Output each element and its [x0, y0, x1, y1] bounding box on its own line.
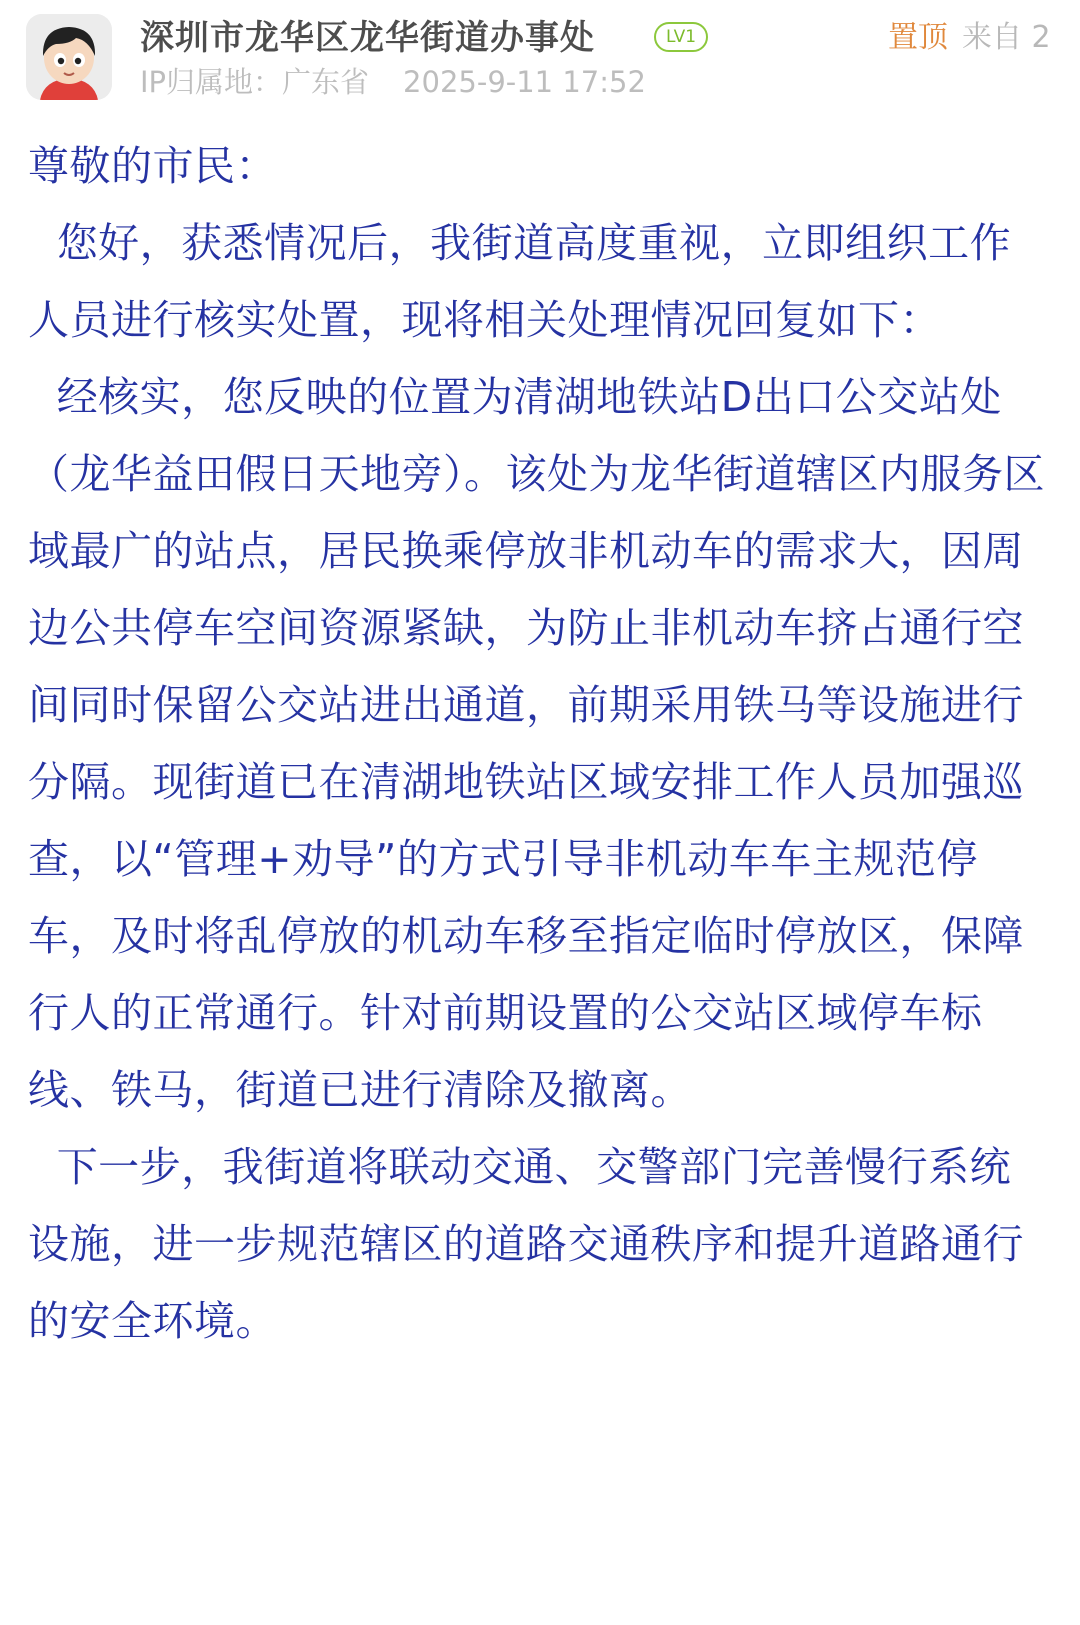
- level-badge: LV1: [654, 22, 708, 52]
- post-meta: [140, 62, 646, 102]
- post-timestamp: 2025-9-11 17:52: [403, 65, 646, 99]
- paragraph-1: 您好，获悉情况后，我街道高度重视，立即组织工作人员进行核实处置，现将相关处理情况回复如下：: [28, 219, 1012, 344]
- avatar[interactable]: [26, 14, 112, 100]
- paragraph-3: 下一步，我街道将联动交通、交警部门完善慢行系统设施，进一步规范辖区的道路交通秩序和提升道路通行的安全环境。: [28, 1143, 1024, 1345]
- ip-location: IP归属地：广东省: [140, 65, 370, 99]
- source-label: 来自 2: [962, 20, 1051, 55]
- post-header: [0, 0, 1080, 112]
- cartoon-avatar-icon: [26, 14, 112, 100]
- greeting: 尊敬的市民：: [28, 142, 277, 190]
- author-name[interactable]: 深圳市龙华区龙华街道办事处: [140, 18, 595, 58]
- paragraph-2: 经核实，您反映的位置为清湖地铁站D出口公交站处（龙华益田假日天地旁）。该处为龙华街道辖区内服务区域最广的站点，居民换乘停放非机动车的需求大，因周边公共停车空间资源紧缺，为防止非机动车挤占通行空间同时保留公交站进出通道，前期采用铁马等设施进行分隔。现街道已在清湖地铁站区域安排工作人员加强巡查，以“管理+劝导”的方式引导非机动车车主规范停车，及时将乱停放的机动车移至指定临时停放区，保障行人的正常通行。针对前期设置的公交站区域停车标线、铁马，街道已进行清除及撤离。: [28, 373, 1045, 1114]
- pinned-label: 置顶: [888, 20, 948, 55]
- post-body: [28, 128, 1052, 1360]
